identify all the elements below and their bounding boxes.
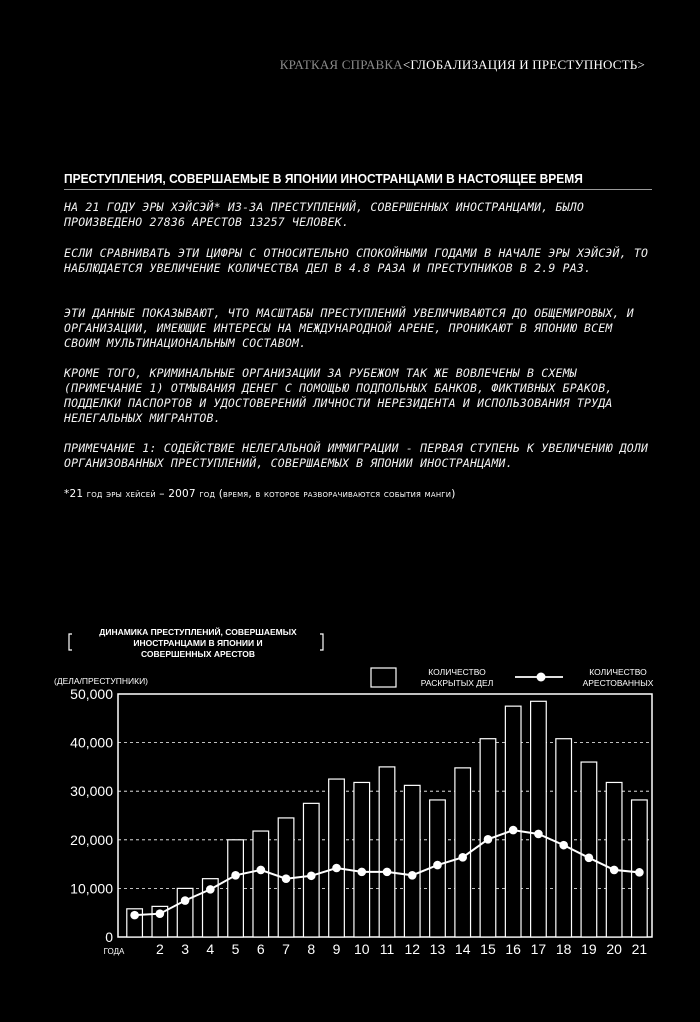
bar-year-10 <box>354 782 370 937</box>
arrest-point-year-15 <box>484 835 493 844</box>
y-tick-label: 40,000 <box>70 734 113 751</box>
bar-year-16 <box>505 706 521 937</box>
legend-line-label-1: КОЛИЧЕСТВО <box>589 667 647 677</box>
arrest-point-year-9 <box>332 864 341 873</box>
arrest-point-year-11 <box>383 868 392 877</box>
bar-year-19 <box>581 762 597 937</box>
y-tick-label: 0 <box>105 929 113 945</box>
x-tick-label: 4 <box>206 941 215 957</box>
arrest-point-year-10 <box>357 868 366 877</box>
x-tick-label: 6 <box>256 941 265 957</box>
arrest-point-year-17 <box>534 830 543 839</box>
bar-year-18 <box>556 739 572 937</box>
x-tick-label: 18 <box>555 941 572 957</box>
bar-year-11 <box>379 767 395 937</box>
x-tick-label: 14 <box>454 941 471 957</box>
x-tick-label: 3 <box>181 941 189 957</box>
bar-year-3 <box>177 888 193 937</box>
x-axis-label: ГОДА <box>103 947 125 956</box>
arrest-point-year-16 <box>509 826 518 835</box>
bar-year-8 <box>303 803 319 937</box>
legend-marker-swatch <box>537 673 546 682</box>
x-tick-label: 8 <box>307 941 316 957</box>
y-tick-label: 50,000 <box>70 686 113 702</box>
bar-year-20 <box>606 782 622 937</box>
x-tick-label: 13 <box>429 941 446 957</box>
arrest-point-year-13 <box>433 861 442 870</box>
chart-title-line-1: ДИНАМИКА ПРЕСТУПЛЕНИЙ, СОВЕРШАЕМЫХ <box>99 627 297 637</box>
x-tick-label: 9 <box>332 941 341 957</box>
x-tick-label: 15 <box>480 941 496 957</box>
x-tick-label: 21 <box>631 941 648 957</box>
bar-year-6 <box>253 831 269 937</box>
arrest-point-year-8 <box>307 871 316 880</box>
arrest-point-year-7 <box>282 874 291 883</box>
title-bracket-left <box>69 634 72 650</box>
arrest-point-year-20 <box>610 866 619 875</box>
bar-year-12 <box>404 785 420 937</box>
bar-year-5 <box>228 840 244 937</box>
x-tick-label: 19 <box>581 941 597 957</box>
x-tick-label: 10 <box>353 941 370 957</box>
x-tick-label: 17 <box>530 941 547 957</box>
arrest-point-year-3 <box>181 896 190 905</box>
header-prefix: КРАТКАЯ СПРАВКА <box>279 57 403 72</box>
arrest-point-year-21 <box>635 868 644 877</box>
x-tick-label: 2 <box>155 941 164 957</box>
header-topic: <ГЛОБАЛИЗАЦИЯ И ПРЕСТУПНОСТЬ> <box>402 57 645 72</box>
y-axis-label: (ДЕЛА/ПРЕСТУПНИКИ) <box>54 676 149 686</box>
y-tick-label: 10,000 <box>70 880 113 897</box>
arrest-point-year-4 <box>206 885 215 894</box>
y-tick-label: 30,000 <box>70 783 113 800</box>
paragraph-arrests: НА 21 ГОДУ ЭРЫ ХЭЙСЭЙ* ИЗ-ЗА ПРЕСТУПЛЕНИЙ, СОВЕРШЕННЫХ ИНОСТРАНЦАМИ, БЫЛО ПРОИЗВЕДЕНО 27836 АРЕСТОВ 13257 ЧЕЛОВЕК. <box>64 200 585 229</box>
x-tick-label: 11 <box>379 941 395 957</box>
chart-title-line-2: ИНОСТРАНЦАМИ В ЯПОНИИ И <box>133 638 263 648</box>
bar-year-9 <box>329 779 345 937</box>
x-tick-label: 7 <box>282 941 290 957</box>
arrest-point-year-18 <box>559 841 568 850</box>
legend-bars-label-2: РАСКРЫТЫХ ДЕЛ <box>420 678 494 688</box>
arrest-point-year-14 <box>458 853 467 862</box>
y-tick-label: 20,000 <box>70 831 113 848</box>
title-bracket-right <box>320 634 323 650</box>
x-tick-label: 20 <box>606 941 622 957</box>
arrest-point-year-19 <box>585 853 594 862</box>
arrest-point-year-1 <box>130 911 139 920</box>
arrest-point-year-5 <box>231 871 240 880</box>
paragraph-comparison: ЕСЛИ СРАВНИВАТЬ ЭТИ ЦИФРЫ С ОТНОСИТЕЛЬНО СПОКОЙНЫМИ ГОДАМИ В НАЧАЛЕ ЭРЫ ХЭЙСЭЙ, ТО НАБЛЮДАЕТСЯ УВЕЛИЧЕНИЕ КОЛИЧЕСТВА ДЕЛ В 4.8 РАЗА И ПРЕСТУПНИКОВ В 2.9 РАЗ. <box>64 246 649 275</box>
paragraph-organizations: КРОМЕ ТОГО, КРИМИНАЛЬНЫЕ ОРГАНИЗАЦИИ ЗА РУБЕЖОМ ТАК ЖЕ ВОВЛЕЧЕНЫ В СХЕМЫ (ПРИМЕЧАНИЕ 1) ОТМЫВАНИЯ ДЕНЕГ С ПОМОЩЬЮ ПОДПОЛЬНЫХ БАНКОВ, ФИКТИВНЫХ БРАКОВ, ПОДДЕЛКИ ПАСПОРТОВ И УДОСТОВЕРЕНИЙ ЛИЧНОСТИ НЕРЕЗИДЕНТА И ИСПОЛЬЗОВАНИЯ ТРУДА НЕЛЕГАЛЬНЫХ МИГРАНТОВ. <box>64 366 613 425</box>
paragraph-scale: ЭТИ ДАННЫЕ ПОКАЗЫВАЮТ, ЧТО МАСШТАБЫ ПРЕСТУПЛЕНИЙ УВЕЛИЧИВАЮТСЯ ДО ОБЩЕМИРОВЫХ, И ОРГАНИЗАЦИИ, ИМЕЮЩИЕ ИНТЕРЕСЫ НА МЕЖДУНАРОДНОЙ АРЕНЕ, ПРОНИКАЮТ В ЯПОНИЮ ВСЕМ СВОИМ МУЛЬТИНАЦИОНАЛЬНЫМ СОСТАВОМ. <box>64 306 634 350</box>
arrest-point-year-12 <box>408 871 417 880</box>
arrest-point-year-2 <box>156 909 165 918</box>
bar-year-17 <box>531 701 547 937</box>
section-title: ПРЕСТУПЛЕНИЯ, СОВЕРШАЕМЫЕ В ЯПОНИИ ИНОСТРАНЦАМИ В НАСТОЯЩЕЕ ВРЕМЯ <box>64 171 583 186</box>
legend-line-label-2: АРЕСТОВАННЫХ <box>582 678 654 688</box>
legend-bars-label-1: КОЛИЧЕСТВО <box>428 667 486 677</box>
chart-title-line-3: СОВЕРШЕННЫХ АРЕСТОВ <box>141 649 255 659</box>
legend-bar-swatch <box>371 668 396 687</box>
paragraph-note: ПРИМЕЧАНИЕ 1: СОДЕЙСТВИЕ НЕЛЕГАЛЬНОЙ ИММИГРАЦИИ - ПЕРВАЯ СТУПЕНЬ К УВЕЛИЧЕНИЮ ДОЛИ ОРГАНИЗОВАННЫХ ПРЕСТУПЛЕНИЙ, СОВЕРШАЕМЫХ В ЯПОНИИ ИНОСТРАНЦАМИ. <box>64 441 649 470</box>
footnote: *21 год эры хейсей – 2007 год (время, в которое разворачиваются события манги) <box>64 488 456 500</box>
x-tick-label: 5 <box>231 941 240 957</box>
x-tick-label: 16 <box>505 941 521 957</box>
arrest-point-year-6 <box>257 866 266 875</box>
x-tick-label: 12 <box>404 941 421 957</box>
